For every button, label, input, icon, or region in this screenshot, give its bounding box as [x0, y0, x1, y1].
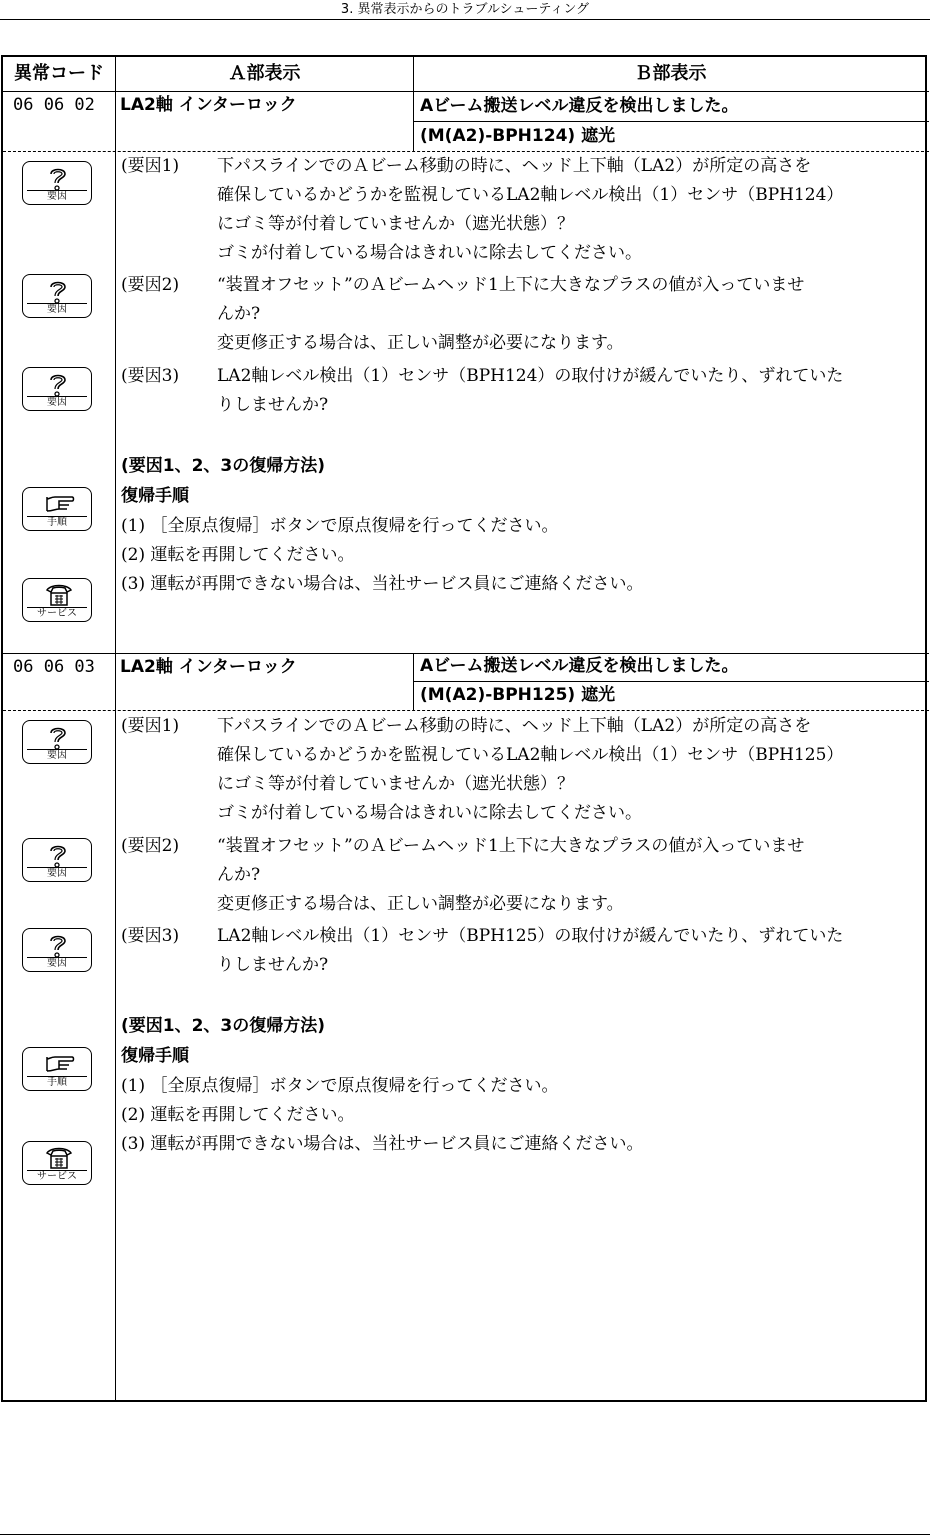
- cause2-line3: 変更修正する場合は、正しい調整が必要になります。: [217, 333, 624, 353]
- cause2-line1: “装置オフセット”のＡビームヘッド1上下に大きなプラスの値が入っていませ: [217, 836, 805, 856]
- cause-icon: [22, 161, 92, 205]
- column-divider: [413, 57, 414, 151]
- b-display-line2: (M(A2)-BPH124) 遮光: [420, 126, 616, 146]
- cause-icon-label: 要因: [47, 868, 67, 879]
- b-display-line1: Aビーム搬送レベル違反を検出しました。: [420, 96, 739, 116]
- column-header-b: Ｂ部表示: [634, 63, 707, 84]
- cause1-label: (要因1): [121, 716, 180, 736]
- b-display-line1: Aビーム搬送レベル違反を検出しました。: [420, 656, 739, 676]
- column-divider: [115, 57, 116, 1402]
- cause2-line2: んか?: [217, 304, 261, 324]
- cause3-label: (要因3): [121, 926, 180, 946]
- section-dashed-rule: [3, 710, 929, 711]
- step-2: (2) 運転を再開してください。: [121, 1105, 355, 1125]
- procedure-icon-label: 手順: [47, 1077, 67, 1088]
- cause-icon: [22, 928, 92, 972]
- cause2-line2: んか?: [217, 865, 261, 885]
- chapter-title: 3. 異常表示からのトラブルシューティング: [340, 2, 590, 17]
- cause1-line3: にゴミ等が付着していませんか（遮光状態）？: [217, 774, 574, 794]
- cause2-line3: 変更修正する場合は、正しい調整が必要になります。: [217, 894, 624, 914]
- cause-icon: [22, 720, 92, 764]
- cause-icon-label: 要因: [47, 304, 67, 315]
- cause1-line1: 下パスラインでのＡビーム移動の時に、ヘッド上下軸（LA2）が所定の高さを: [217, 716, 812, 736]
- service-icon-label: サービス: [37, 608, 77, 619]
- top-rule: [0, 19, 930, 20]
- error-code: 06 06 02: [13, 95, 95, 115]
- error-code: 06 06 03: [13, 657, 95, 677]
- procedure-icon: [22, 487, 92, 531]
- cause2-label: (要因2): [121, 836, 180, 856]
- recovery-heading: (要因1、2、3の復帰方法): [121, 1016, 326, 1036]
- step-1: (1) ［全原点復帰］ボタンで原点復帰を行ってください。: [121, 1076, 559, 1096]
- b-display-line2: (M(A2)-BPH125) 遮光: [420, 685, 616, 705]
- procedure-icon: [22, 1047, 92, 1091]
- cause3-line1: LA2軸レベル検出（1）センサ（BPH124）の取付けが緩んでいたり、ずれていた: [217, 366, 844, 386]
- cause1-line3: にゴミ等が付着していませんか（遮光状態）？: [217, 214, 574, 234]
- cause-icon: [22, 367, 92, 411]
- cause-icon-label: 要因: [47, 191, 67, 202]
- procedure-icon-label: 手順: [47, 517, 67, 528]
- cause-icon-label: 要因: [47, 750, 67, 761]
- cause1-label: (要因1): [121, 156, 180, 176]
- recovery-heading: (要因1、2、3の復帰方法): [121, 456, 326, 476]
- cause2-label: (要因2): [121, 275, 180, 295]
- cause3-line2: りしませんか?: [217, 955, 329, 975]
- a-display-text: LA2軸 インターロック: [120, 95, 297, 115]
- cause1-line4: ゴミが付着している場合はきれいに除去してください。: [217, 803, 642, 823]
- service-phone-icon: [22, 1141, 92, 1185]
- cause1-line2: 確保しているかどうかを監視しているLA2軸レベル検出（1）センサ（BPH124）: [217, 185, 844, 205]
- cause3-line1: LA2軸レベル検出（1）センサ（BPH125）の取付けが緩んでいたり、ずれていた: [217, 926, 844, 946]
- cause3-label: (要因3): [121, 366, 180, 386]
- cause-icon-label: 要因: [47, 958, 67, 969]
- cause1-line2: 確保しているかどうかを監視しているLA2軸レベル検出（1）センサ（BPH125）: [217, 745, 844, 765]
- cause-icon: [22, 274, 92, 318]
- a-display-text: LA2軸 インターロック: [120, 657, 297, 677]
- cause-icon: [22, 838, 92, 882]
- cause1-line1: 下パスラインでのＡビーム移動の時に、ヘッド上下軸（LA2）が所定の高さを: [217, 156, 812, 176]
- procedure-heading: 復帰手順: [121, 486, 189, 506]
- cause-icon-label: 要因: [47, 397, 67, 408]
- error-code-table: [1, 55, 927, 1402]
- step-2: (2) 運転を再開してください。: [121, 545, 355, 565]
- step-3: (3) 運転が再開できない場合は、当社サービス員にご連絡ください。: [121, 574, 644, 594]
- service-icon-label: サービス: [37, 1171, 77, 1182]
- column-header-a: Ａ部表示: [228, 63, 301, 84]
- step-1: (1) ［全原点復帰］ボタンで原点復帰を行ってください。: [121, 516, 559, 536]
- cause3-line2: りしませんか?: [217, 395, 329, 415]
- procedure-heading: 復帰手順: [121, 1046, 189, 1066]
- service-phone-icon: [22, 578, 92, 622]
- cause2-line1: “装置オフセット”のＡビームヘッド1上下に大きなプラスの値が入っていませ: [217, 275, 805, 295]
- cause1-line4: ゴミが付着している場合はきれいに除去してください。: [217, 243, 642, 263]
- bottom-rule: [0, 1534, 930, 1535]
- step-3: (3) 運転が再開できない場合は、当社サービス員にご連絡ください。: [121, 1134, 644, 1154]
- column-header-code: 異常コード: [14, 63, 104, 84]
